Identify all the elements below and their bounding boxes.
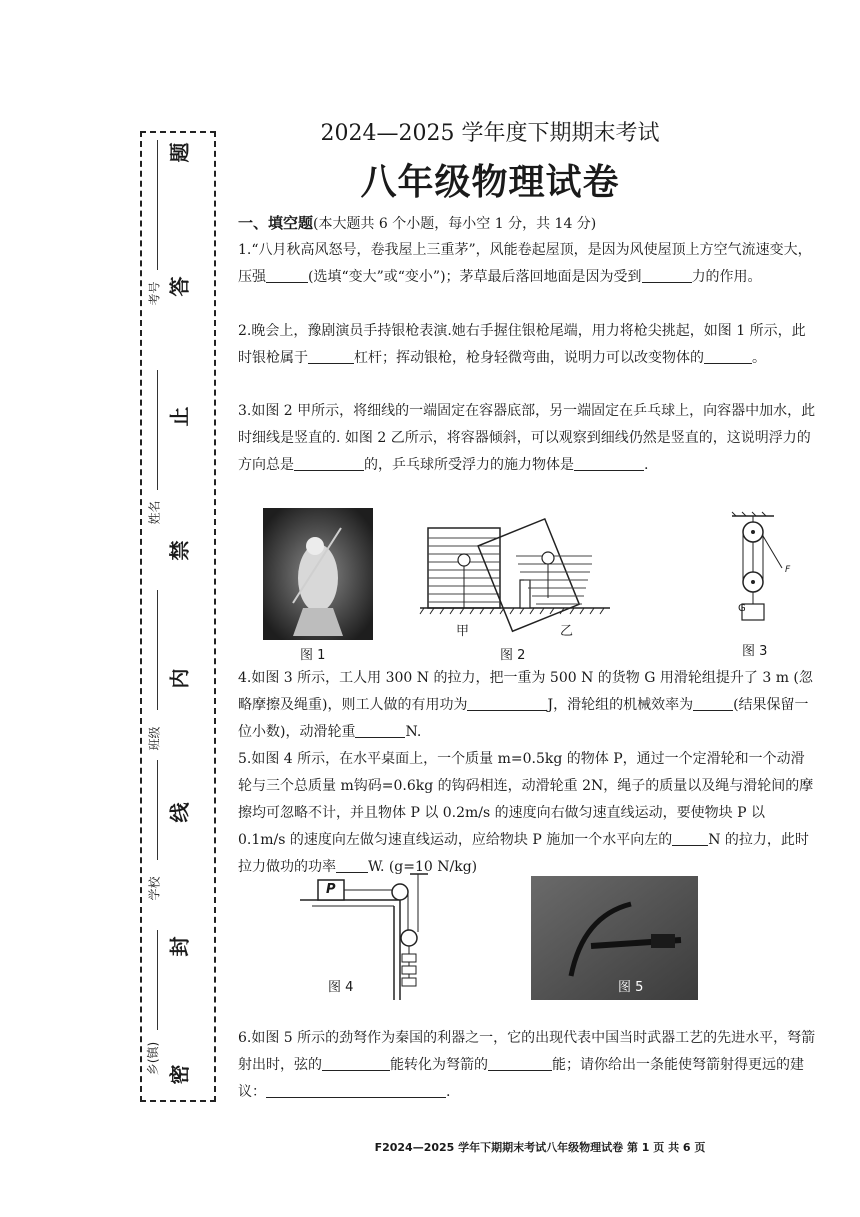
question-2	[238, 318, 816, 372]
figure-5-caption: 图 5	[618, 980, 644, 995]
question-1	[238, 237, 816, 291]
seal-char-6: 线	[167, 802, 192, 823]
figure-3-G: G	[738, 603, 746, 614]
figure-2-caption: 图 2	[500, 648, 526, 663]
figure-3-caption: 图 3	[742, 644, 768, 659]
q4-text-4: N.	[405, 724, 422, 740]
q2-text-1: 2.晚会上，豫剧演员手持银枪表演.她右手握住银枪尾端，用力将枪尖挑起，如图 1 所示，此时银枪属于	[238, 323, 806, 366]
q5-text-3: W. (g=10 N/kg)	[368, 859, 478, 875]
question-6	[238, 1025, 816, 1106]
figure-2-label-a: 甲	[456, 624, 470, 639]
q3-blank-1[interactable]	[294, 454, 364, 471]
seal-char-2: 答	[167, 276, 192, 297]
blank-name	[157, 370, 158, 490]
q2-text-2: 杠杆；挥动银枪，枪身轻微弯曲，说明力可以改变物体的	[354, 350, 704, 366]
figure-1-caption: 图 1	[300, 648, 326, 663]
q3-blank-2[interactable]	[574, 454, 644, 471]
figure-2-label-b: 乙	[560, 624, 574, 639]
blank-township	[157, 930, 158, 1030]
q4-blank-1[interactable]	[467, 694, 547, 711]
q1-text-1: 1.“八月秋高风怒号，卷我屋上三重茅”，风能卷起屋顶，是因为风使屋顶上方空气流速变大，压强	[238, 242, 812, 285]
q2-text-3: 。	[752, 350, 766, 366]
seal-char-4: 禁	[167, 540, 192, 561]
question-5	[238, 746, 816, 881]
seal-char-1: 题	[167, 142, 192, 163]
blank-class	[157, 590, 158, 710]
q3-text-2: 的，乒乓球所受浮力的施力物体是	[364, 457, 574, 473]
blank-school	[157, 760, 158, 860]
q6-text-4: .	[446, 1084, 451, 1100]
q6-text-1: 6.如图 5 所示的劲弩作为秦国的利器之一，它的出现代表中国当时武器工艺的先进水平，弩箭射出时，弦的	[238, 1030, 816, 1073]
q1-blank-1[interactable]	[266, 266, 308, 283]
question-4	[238, 665, 816, 746]
q3-text-3: .	[644, 457, 649, 473]
q6-text-3: 能；请你给出一条能使弩箭射得更远的建议：	[238, 1057, 804, 1100]
figure-3-F: F	[785, 565, 791, 575]
question-3	[238, 398, 816, 479]
q5-blank-1[interactable]	[672, 829, 708, 846]
section-title: 一、填空题	[238, 214, 314, 232]
blank-exam-number	[157, 140, 158, 270]
q5-text-2: N 的拉力，此时拉力做功的功率	[238, 832, 809, 875]
seal-char-5: 内	[167, 668, 192, 689]
q6-text-2: 能转化为弩箭的	[390, 1057, 488, 1073]
q2-blank-2[interactable]	[704, 347, 752, 364]
q1-text-2: (选填“变大”或“变小”)；茅草最后落回地面是因为受到	[308, 269, 642, 285]
figure-2-diagram	[420, 500, 620, 630]
figure-4-caption: 图 4	[328, 980, 354, 995]
exam-subtitle: 2024—2025 学年度下期期末考试	[320, 121, 660, 146]
seal-char-8: 密	[167, 1064, 192, 1085]
figure-4-diagram	[300, 870, 460, 1005]
figure-1-photo	[263, 508, 373, 640]
seal-char-3: 止	[167, 406, 192, 427]
q4-text-3: (结果保留一位小数)，动滑轮重	[238, 697, 809, 740]
q1-text-3: 力的作用。	[691, 269, 762, 285]
label-exam-number: 考号	[147, 281, 162, 306]
figure-4-P: P	[326, 882, 336, 897]
q4-text-2: J，滑轮组的机械效率为	[547, 697, 694, 713]
q4-blank-2[interactable]	[693, 694, 733, 711]
q2-blank-1[interactable]	[308, 347, 354, 364]
q1-blank-2[interactable]	[642, 266, 692, 283]
figure-5-photo	[531, 876, 698, 1000]
page-footer: F2024—2025 学年下期期末考试八年级物理试卷 第 1 页 共 6 页	[374, 1141, 706, 1154]
label-class: 班级	[147, 726, 162, 751]
q6-blank-1[interactable]	[322, 1054, 390, 1071]
q5-text-1: 5.如图 4 所示，在水平桌面上，一个质量 m=0.5kg 的物体 P，通过一个定滑轮和一个动滑轮与三个总质量 m钩码=0.6kg 的钩码相连，动滑轮重 2N，绳子的质量以及绳与滑轮间的摩擦均可忽略不计，并且物体 P 以 0.2m/s 的速度向右做匀速直线运动，要使物块 P 以 0.1m/s 的速度向左做匀速直线运动，应给物块 P 施加一个水平向左的	[238, 751, 814, 848]
label-school: 学校	[147, 876, 162, 901]
label-name: 姓名	[147, 500, 162, 525]
exam-title: 八年级物理试卷	[360, 162, 620, 203]
section-note: (本大题共 6 个小题，每小空 1 分，共 14 分)	[313, 216, 597, 232]
q4-blank-3[interactable]	[355, 721, 405, 738]
label-township: 乡(镇)	[146, 1041, 161, 1076]
seal-char-7: 封	[167, 936, 192, 957]
q6-blank-3[interactable]	[266, 1081, 446, 1098]
q3-text-1: 3.如图 2 甲所示，将细线的一端固定在容器底部，另一端固定在乒乓球上，向容器中加水，此时细线是竖直的. 如图 2 乙所示，将容器倾斜，可以观察到细线仍然是竖直的，这说明浮力的方向总是	[238, 403, 816, 473]
section-heading	[238, 212, 596, 233]
q6-blank-2[interactable]	[488, 1054, 552, 1071]
q4-text-1: 4.如图 3 所示，工人用 300 N 的拉力，把一重为 500 N 的货物 G 用滑轮组提升了 3 m (忽略摩擦及绳重)，则工人做的有用功为	[238, 670, 813, 713]
